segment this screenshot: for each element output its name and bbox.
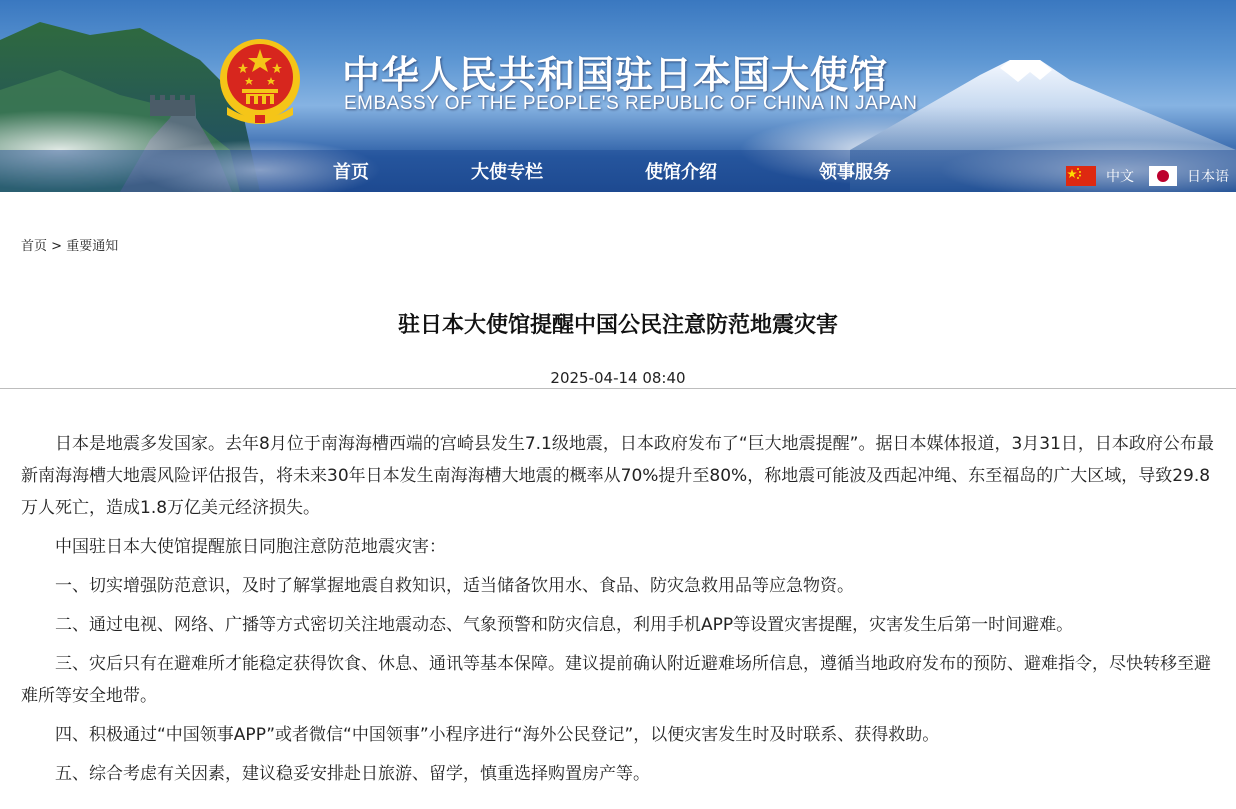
article-paragraph: 四、积极通过“中国领事APP”或者微信“中国领事”小程序进行“海外公民登记”，以便灾害发生时及时联系、获得救助。 (55, 725, 940, 745)
nav-home[interactable]: 首页 (333, 162, 369, 183)
breadcrumb-home-link[interactable]: 首页 (21, 239, 48, 254)
breadcrumb-current-link[interactable]: 重要通知 (66, 239, 119, 254)
site-title-chinese: 中华人民共和国驻日本国大使馆 (342, 53, 889, 97)
site-title-english: EMBASSY OF THE PEOPLE'S REPUBLIC OF CHINA IN JAPAN (344, 93, 918, 114)
nav-ambassador-column[interactable]: 大使专栏 (471, 162, 543, 183)
article-paragraph: 二、通过电视、网络、广播等方式密切关注地震动态、气象预警和防灾信息，利用手机APP等设置灾害提醒，灾害发生后第一时间避难。 (55, 615, 1074, 635)
breadcrumb (21, 235, 118, 254)
nav-consular-services[interactable]: 领事服务 (819, 162, 891, 183)
article-date: 2025-04-14 08:40 (550, 369, 686, 387)
national-emblem-icon (217, 37, 303, 125)
language-chinese-link[interactable] (1066, 166, 1134, 186)
article-paragraph: 一、切实增强防范意识，及时了解掌握地震自救知识，适当储备饮用水、食品、防灾急救用品等应急物资。 (55, 576, 854, 596)
language-japanese-label: 日本语 (1187, 169, 1229, 185)
china-flag-icon (1066, 166, 1096, 186)
article-paragraph: 中国驻日本大使馆提醒旅日同胞注意防范地震灾害： (55, 537, 446, 557)
japan-flag-icon (1149, 166, 1177, 186)
nav-embassy-intro[interactable]: 使馆介绍 (645, 162, 717, 183)
breadcrumb-separator: > (51, 239, 63, 254)
article-paragraph: 三、灾后只有在避难所才能稳定获得饮食、休息、通讯等基本保障。建议提前确认附近避难场所信息，遵循当地政府发布的预防、避难指令，尽快转移至避难所等安全地带。 (21, 654, 1211, 706)
site-header-banner (0, 0, 1236, 192)
title-divider (0, 388, 1236, 389)
article-paragraph: 五、综合考虑有关因素，建议稳妥安排赴日旅游、留学，慎重选择购置房产等。 (55, 764, 650, 784)
article-paragraph: 日本是地震多发国家。去年8月位于南海海槽西端的宫崎县发生7.1级地震，日本政府发布了“巨大地震提醒”。据日本媒体报道，3月31日，日本政府公布最新南海海槽大地震风险评估报告，将未来30年日本发生南海海槽大地震的概率从70%提升至80%，称地震可能波及西起冲绳、东至福岛的广大区域，导致29.8万人死亡，造成1.8万亿美元经济损失。 (21, 434, 1214, 518)
language-chinese-label: 中文 (1106, 169, 1134, 185)
article-title: 驻日本大使馆提醒中国公民注意防范地震灾害 (397, 313, 838, 338)
article-body (21, 428, 1215, 797)
language-japanese-link[interactable] (1149, 166, 1229, 186)
